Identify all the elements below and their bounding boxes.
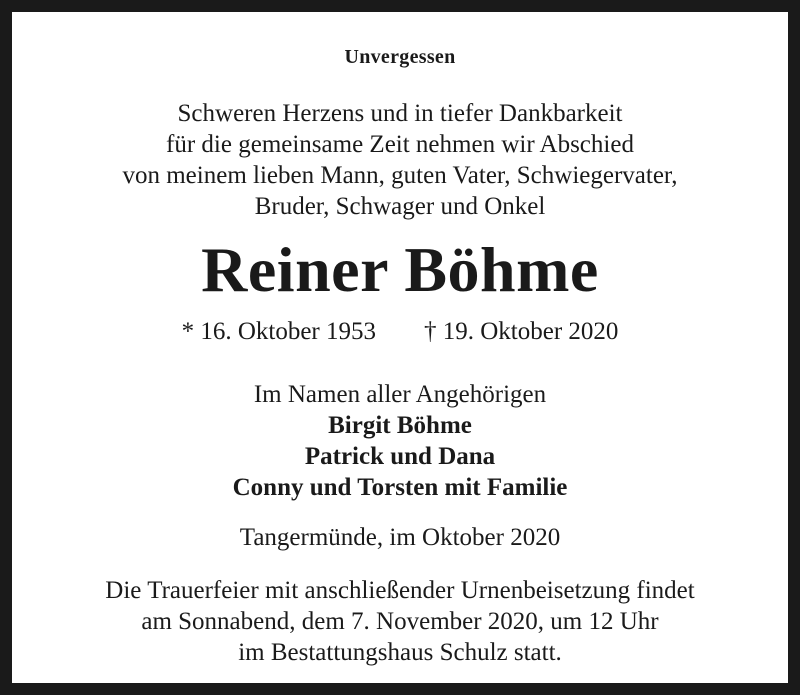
life-dates [12,316,788,347]
notice-heading: Unvergessen [344,46,456,68]
place-date: Tangermünde, im Oktober 2020 [239,524,561,551]
birth-date: * 16. Oktober 1953 [181,318,376,345]
service-line: Die Trauerfeier mit anschließender Urnenbeisetzung findet [105,577,695,604]
death-date: † 19. Oktober 2020 [424,318,619,345]
family-intro: Im Namen aller Angehörigen [253,381,547,408]
service-line: am Sonnabend, dem 7. November 2020, um 12 Uhr [141,608,659,635]
intro-line: Schweren Herzens und in tiefer Dankbarkeit [177,100,623,127]
intro-line: Bruder, Schwager und Onkel [254,193,546,220]
deceased-name: Reiner Böhme [201,234,599,305]
family-member: Conny und Torsten mit Familie [232,474,568,501]
intro-line: für die gemeinsame Zeit nehmen wir Abschied [166,131,634,158]
family-member: Patrick und Dana [304,443,496,470]
intro-line: von meinem lieben Mann, guten Vater, Schwiegervater, [122,162,678,189]
family-member: Birgit Böhme [328,412,472,439]
service-line: im Bestattungshaus Schulz statt. [238,639,562,666]
